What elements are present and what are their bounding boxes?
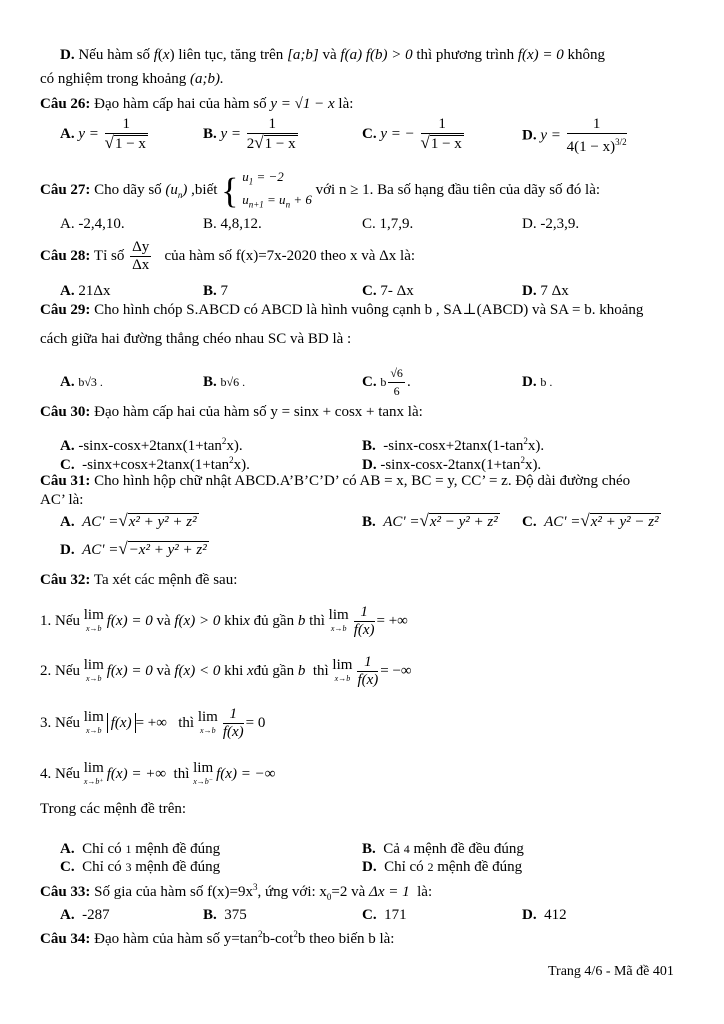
question-31-line2: AC’ là: [40,492,84,508]
question-label: Câu 30: [40,404,91,420]
q27-option-c[interactable]: C. 1,7,9. [362,216,414,232]
question-label: Câu 28: [40,248,91,264]
q28-option-d[interactable]: D. 7 Δx [522,283,569,299]
fraction: $\frac{1}{√1 - x}$ [420,116,462,152]
question-26 [40,95,353,113]
text: là: [338,96,354,112]
question-34: Câu 34: Đạo hàm của hàm số $y=\tan^2b-\cot^2b$ theo biến b là: [40,929,395,947]
question-28 [40,236,415,276]
question-text: Đạo hàm cấp hai của hàm số [94,96,267,112]
question-label: Câu 34: [40,931,91,947]
math: y = − [380,125,415,142]
question-text: Đạo hàm cấp hai của hàm số y = sinx + cosx + tanx là: [94,404,423,420]
option-label: A. [60,125,75,142]
question-label: Câu 32: [40,572,91,588]
math: f(a) f(b) > 0 [340,47,413,63]
math: y = [220,125,242,142]
question-33: Câu 33: Số gia của hàm số $f(x)=9x^3$, ứng với: $x_0=2$ và Δx = 1 là: [40,882,433,902]
question-29 [40,301,643,319]
q33-option-b[interactable]: B. 375 [203,907,247,923]
option-label: C. [362,125,377,142]
option-label: D. [522,127,537,144]
question-31 [40,472,630,490]
question-30 [40,403,423,421]
statement-2: 2. Nếu lim x→b f(x) = 0 và f(x) < 0 khi xđủ gần b thì lim x→b $\frac{1}{f(x)}$ = −∞ [40,654,412,689]
text: là: [400,248,416,264]
q31-option-c[interactable]: C. AC' =√x² + y² − z² [522,511,659,530]
q26-option-d[interactable] [522,116,629,156]
q26-option-b[interactable] [203,116,300,153]
math: y = [540,127,561,144]
text: với n ≥ 1. Ba số hạng đầu tiên của dãy số đó là: [315,182,601,199]
q33-option-d[interactable]: D. 412 [522,907,567,923]
q27-option-b[interactable]: B. 4,8,12. [203,216,262,232]
math: y = [78,125,99,142]
q28-option-c[interactable]: C. 7- Δx [362,283,414,299]
text: có nghiệm trong khoảng [40,71,187,87]
q32-option-c[interactable]: C. Chỉ có 3 mệnh đề đúng [60,859,221,875]
q28-option-a[interactable]: A. 21Δx [60,283,111,299]
text: liên tục, tăng trên [178,47,284,63]
question-32 [40,571,237,589]
prev-question-option-d: D. Nếu hàm số f(x) liên tục, tăng trên [a;b] và f(a) f(b) > 0 thì phương trình f(x) = 0 không [60,47,606,63]
text: của hàm số f(x)=7x-2020 theo x và [164,248,376,264]
q32-option-b[interactable]: B. Cả 4 mệnh đề đều đúng [362,841,524,857]
fraction: $\frac{1}{2√1 - x}$ [246,116,296,152]
q32-option-a[interactable]: A. Chỉ có 1 mệnh đề đúng [60,841,221,857]
text: và [322,47,337,63]
question-label: Câu 33: [40,884,91,900]
question-label: Câu 29: [40,302,91,318]
question-29-line2 [40,330,351,348]
q26-option-c[interactable] [362,116,466,153]
q26-option-a[interactable] [60,116,150,153]
question-text: Cho hình chóp S.ABCD có ABCD là hình vuông cạnh b , SA⊥(ABCD) và SA = b. khoảng [94,302,644,318]
option-label: B. [203,125,217,142]
q32-option-d[interactable]: D. Chỉ có 2 mệnh đề đúng [362,859,523,875]
question-label: Câu 27: [40,182,91,199]
math: [a;b] [287,47,319,63]
page-footer: Trang 4/6 - Mã đề 401 [548,964,674,979]
q33-option-a[interactable]: A. -287 [60,907,110,923]
statement-1: 1. Nếu lim x→b f(x) = 0 và f(x) > 0 khix đủ gần b thì lim x→b $\frac{1}{f(x)}$ = +∞ [40,604,408,639]
fraction: $\frac{1}{4(1 - x)^{3/2}}$ [566,116,627,155]
q31-option-b[interactable]: B. AC' =√x² − y² + z² [362,511,498,530]
q32-among: Trong các mệnh đề trên: [40,801,187,817]
fraction: $\frac{\Delta y}{\Delta x}$ [132,239,150,274]
question-label: Câu 26: [40,96,91,112]
q30-option-d[interactable]: D. $-\sin x-\cos x-2\tan x(1+\tan^2x)$. [362,455,542,473]
brace: { [221,170,239,211]
statement-4: 4. Nếu lim x→b⁺ f(x) = +∞ thì lim x→b⁻ f(x) = −∞ [40,760,276,787]
q31-option-d[interactable]: D. AC' =√−x² + y² + z² [60,539,207,558]
math: y = √1 − x [270,96,335,112]
q29-option-a[interactable]: A. b√3 . [60,374,103,390]
q30-option-c[interactable]: C. $-\sin x+\cos x+2\tan x(1+\tan^2x)$. [60,455,250,473]
math: (a;b). [189,71,224,87]
q31-option-a[interactable]: A. AC' =√x² + y² + z² [60,511,197,530]
prev-question-option-d-line2 [40,70,224,88]
text: Nếu hàm số [78,47,150,63]
q29-option-b[interactable]: B. b√6 . [203,374,246,390]
q33-option-c[interactable]: C. 171 [362,907,407,923]
q29-option-d[interactable]: D. b . [522,374,553,390]
math: $(u_n)$ [165,182,188,201]
question-text: Ta xét các mệnh đề sau: [93,572,238,588]
q27-option-d[interactable]: D. -2,3,9. [522,216,580,232]
math: Δx [379,248,397,264]
math: f(x) = 0 [517,47,564,63]
text: ,biết [191,182,218,199]
q30-option-a[interactable]: A. $-\sin x-\cos x+2\tan x(1+\tan^2x)$. [60,436,243,454]
question-27 [40,168,600,216]
option-label: D. [60,47,75,63]
fraction: $\frac{1}{√1 - x}$ [104,116,146,152]
statement-3: 3. Nếu lim x→b f(x) = +∞ thì lim x→b $\frac{1}{f(x)}$ = 0 [40,706,266,741]
q30-option-b[interactable]: B. $-\sin x-\cos x+2\tan x(1-\tan^2x)$. [362,436,545,454]
question-text: Cho hình hộp chữ nhật ABCD.A’B’C’D’ có AB = x, BC = y, CC’ = z. Độ dài đường chéo [94,473,631,489]
q27-option-a[interactable]: A. -2,4,10. [60,216,125,232]
question-label: Câu 31: [40,473,91,489]
text: Tỉ số [93,248,125,264]
math: f [153,47,158,63]
q28-option-b[interactable]: B. 7 [203,283,229,299]
recurrence-system: $u_1 = -2$ $u_{n+1} = u_n + 6$ [242,169,312,210]
question-text: cách giữa hai đường thẳng chéo nhau SC và BD là : [40,331,352,347]
text: không [567,47,606,63]
q29-option-c[interactable]: C. b $\frac{√6}{6}$ . [362,366,411,399]
text: thì phương trình [416,47,515,63]
question-text: Cho dãy số [94,182,162,199]
